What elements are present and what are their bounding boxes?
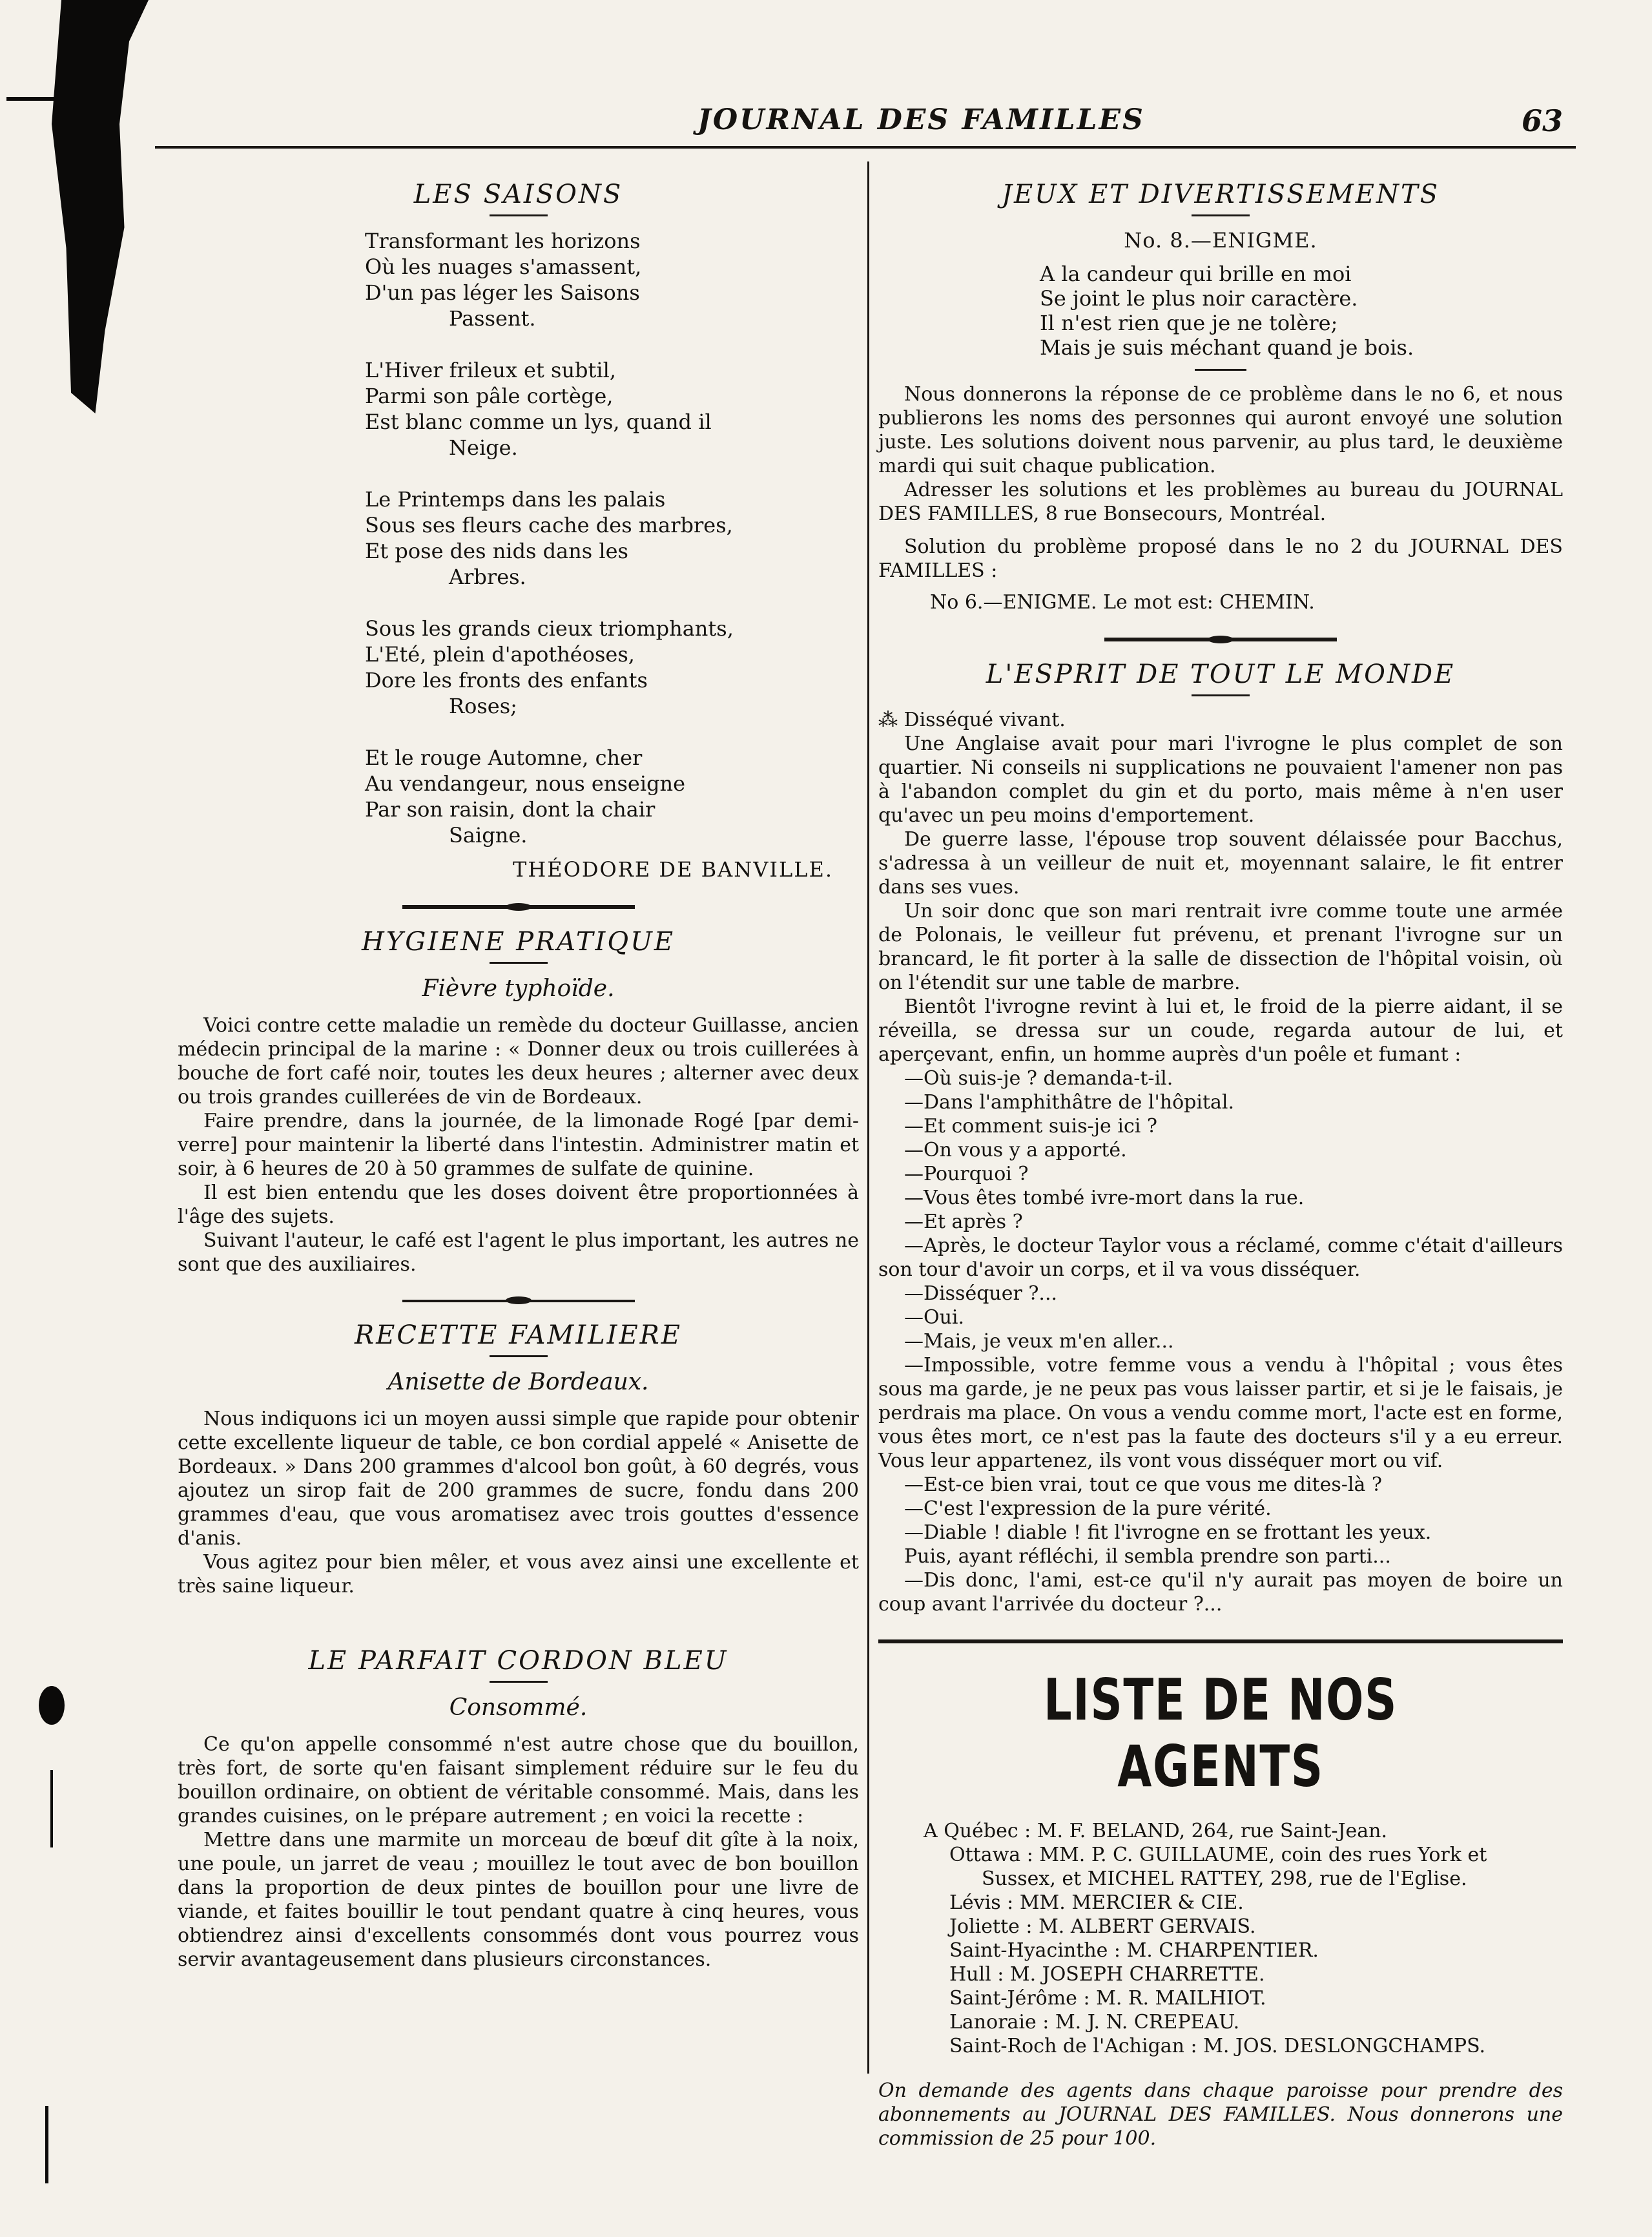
poem-line: Sous ses fleurs cache des marbres, <box>365 513 733 537</box>
poem-line: Dore les fronts des enfants <box>365 668 648 692</box>
poem-line: Transformant les horizons <box>365 229 641 253</box>
agent-row <box>924 1843 1563 1867</box>
enigma-line: Se joint le plus noir caractère. <box>1040 286 1358 311</box>
page-number: 63 <box>1521 103 1563 138</box>
spacer <box>178 1598 859 1628</box>
agent-city: Ottawa : <box>949 1844 1033 1866</box>
agent-row <box>924 1939 1563 1962</box>
section-title: RECETTE FAMILIERE <box>355 1320 682 1350</box>
dialog-line: —Oui. <box>904 1306 965 1329</box>
dialog-line: —Est-ce bien vrai, tout ce que vous me dites-là ? <box>904 1473 1383 1496</box>
poem-line: Au vendangeur, nous enseigne <box>365 771 686 796</box>
agent-names: M. ALBERT GERVAIS. <box>1038 1915 1256 1938</box>
journal-title: JOURNAL DES FAMILLES <box>697 103 1145 136</box>
agent-names: M. CHARPENTIER. <box>1126 1939 1319 1962</box>
poem-line: Passent. <box>449 306 536 331</box>
enigma-title: No. 8.—ENIGME. <box>1124 228 1317 253</box>
paragraph: Vous agitez pour bien mêler, et vous avez ainsi une excellente et très saine liqueur. <box>178 1551 859 1597</box>
dialog-line: —Diable ! diable ! fit l'ivrogne en se frottant les yeux. <box>904 1521 1432 1544</box>
section-ornament <box>1104 638 1337 641</box>
dialog-line: —Disséquer ?... <box>904 1282 1058 1305</box>
poem-line: Roses; <box>449 694 517 718</box>
title-rule <box>490 962 548 964</box>
agents-list <box>924 1819 1563 2058</box>
dialog-line: —Dis donc, l'ami, est-ce qu'il n'y aurait pas moyen de boire un coup avant l'arrivée du docteur ?... <box>878 1569 1563 1616</box>
paragraph: De guerre lasse, l'épouse trop souvent délaissée pour Bacchus, s'adressa à un veilleur de nuit et, moyennant salaire, le fit entrer dans ses vues. <box>878 828 1563 899</box>
poem-line: Sous les grands cieux triomphants, <box>365 616 734 641</box>
margin-mark <box>50 1770 53 1847</box>
article-body <box>878 382 1563 614</box>
enigma-line: Mais je suis méchant quand je bois. <box>1040 335 1414 360</box>
dialog-line: —Après, le docteur Taylor vous a réclamé, comme c'était d'ailleurs son tour d'avoir un corps, et il va vous disséquer. <box>878 1234 1563 1281</box>
agent-city: Saint-Hyacinthe : <box>949 1939 1121 1962</box>
paragraph: Un soir donc que son mari rentrait ivre comme toute une armée de Polonais, le veilleur fut prévenu, et prenant l'ivrogne sur un brancard, le fit porter à la salle de dissection de l'hôpital voisin, où on l'étendit sur une table de marbre. <box>878 900 1563 994</box>
paragraph: Solution du problème proposé dans le no 2 du JOURNAL DES FAMILLES : <box>878 536 1563 582</box>
paragraph: Adresser les solutions et les problèmes au bureau du JOURNAL DES FAMILLES, 8 rue Bonsecours, Montréal. <box>878 479 1563 525</box>
dialog-line: —Vous êtes tombé ivre-mort dans la rue. <box>904 1187 1305 1209</box>
dialog-line: Puis, ayant réfléchi, il sembla prendre son parti... <box>904 1545 1391 1568</box>
poem-line: L'Eté, plein d'apothéoses, <box>365 642 635 667</box>
enigma-line: A la candeur qui brille en moi <box>1040 262 1352 286</box>
esprit-section <box>878 660 1563 1616</box>
article-body <box>178 1407 859 1598</box>
enigma-verse <box>1040 262 1563 360</box>
poem-line: Et pose des nids dans les <box>365 539 628 563</box>
agent-row <box>924 1891 1563 1915</box>
section-rule <box>878 1639 1563 1643</box>
title-rule <box>490 1355 548 1357</box>
agent-row <box>924 1986 1563 2010</box>
section-title: JEUX ET DIVERTISSEMENTS <box>1001 180 1440 209</box>
margin-mark <box>45 2106 48 2183</box>
agent-names: M. R. MAILHIOT. <box>1096 1987 1266 2010</box>
agents-heading: LISTE DE NOS AGENTS <box>1043 1667 1398 1800</box>
story-heading: ⁂ Disséqué vivant. <box>878 709 1066 731</box>
ink-blot-decoration <box>52 0 149 413</box>
paragraph: Faire prendre, dans la journée, de la limonade Rogé [par demi-verre] pour maintenir la liberté dans l'intestin. Administrer matin et soir, à 6 heures de 20 à 50 grammes de sulfate de quinine. <box>178 1110 859 1180</box>
dialog-line: —Dans l'amphithâtre de l'hôpital. <box>904 1091 1235 1114</box>
article-body <box>178 1732 859 1972</box>
poem-stanza <box>365 745 859 848</box>
agent-row <box>924 1819 1563 1843</box>
enigma-solution: No 6.—ENIGME. Le mot est: CHEMIN. <box>930 591 1315 614</box>
dialog-line: —Mais, je veux m'en aller... <box>904 1330 1174 1353</box>
paragraph: Une Anglaise avait pour mari l'ivrogne le plus complet de son quartier. Ni conseils ni supplications ne pouvaient l'amener non pas à l'abandon complet du gin et du porto, mais même à n'en user qu'avec un peu moins d'emportement. <box>878 733 1563 827</box>
agent-row <box>924 2034 1563 2058</box>
dialog-line: —Où suis-je ? demanda-t-il. <box>904 1067 1173 1090</box>
paragraph: Voici contre cette maladie un remède du docteur Guillasse, ancien médecin principal de la marine : « Donner deux ou trois cuillerées à bouche de fort café noir, toutes les deux heures ; alterner avec deux ou trois grandes cuillerées de vin de Bordeaux. <box>178 1014 859 1108</box>
agents-section <box>878 1667 1563 2150</box>
dialog-line: —C'est l'expression de la pure vérité. <box>904 1497 1272 1520</box>
poem-line: D'un pas léger les Saisons <box>365 280 640 305</box>
section-title: HYGIENE PRATIQUE <box>361 927 676 957</box>
title-rule <box>490 1681 548 1683</box>
poem <box>365 228 859 848</box>
agent-city: Lévis : <box>949 1891 1014 1914</box>
divider-rule <box>1195 369 1246 371</box>
poem-line: Neige. <box>449 435 518 460</box>
agent-city: Hull : <box>949 1963 1004 1986</box>
poem-line: L'Hiver frileux et subtil, <box>365 358 617 382</box>
agent-names: Sussex, et MICHEL RATTEY, 298, rue de l'Eglise. <box>982 1868 1467 1890</box>
dialog-line: —Et comment suis-je ici ? <box>904 1115 1157 1138</box>
margin-mark <box>39 1686 65 1725</box>
poem-line: Et le rouge Automne, cher <box>365 745 643 770</box>
paragraph: Nous donnerons la réponse de ce problème dans le no 6, et nous publierons les noms des personnes qui auront envoyé une solution juste. Les solutions doivent nous parvenir, au plus tard, le deuxième mardi qui suit chaque publication. <box>878 383 1563 477</box>
agent-names: M. JOSEPH CHARRETTE. <box>1009 1963 1265 1986</box>
title-rule <box>1192 694 1250 696</box>
agent-city: A Québec : <box>924 1820 1031 1842</box>
paragraph: Bientôt l'ivrogne revint à lui et, le froid de la pierre aidant, il se réveilla, se dressa sur un coude, regarda autour de lui, et aperçevant, enfin, un homme auprès d'un poêle et fumant : <box>878 995 1563 1066</box>
paragraph: Il est bien entendu que les doses doivent être proportionnées à l'âge des sujets. <box>178 1181 859 1228</box>
section-title: L'ESPRIT DE TOUT LE MONDE <box>986 660 1456 689</box>
poem-line: Parmi son pâle cortège, <box>365 384 614 408</box>
dialog-line: —On vous y a apporté. <box>904 1139 1127 1161</box>
agent-row <box>924 1867 1563 1891</box>
right-column <box>878 161 1563 2150</box>
paragraph: Nous indiquons ici un moyen aussi simple que rapide pour obtenir cette excellente liqueur de table, ce bon cordial appelé « Anisette de Bordeaux. » Dans 200 grammes d'alcool bon goût, à 60 degrés, vous ajoutez un sirop fait de 200 grammes de sucre, fondu dans 200 grammes d'eau, que vous aromatisez avec trois gouttes d'essence d'anis. <box>178 1408 859 1550</box>
left-column <box>178 161 859 1972</box>
section-ornament <box>402 1300 635 1302</box>
paragraph: Suivant l'auteur, le café est l'agent le plus important, les autres ne sont que des auxiliaires. <box>178 1229 859 1276</box>
poem-stanza <box>365 486 859 590</box>
agent-row <box>924 1962 1563 1986</box>
poem-line: Est blanc comme un lys, quand il <box>365 410 712 434</box>
poem-stanza <box>365 616 859 719</box>
agent-names: MM. MERCIER & CIE. <box>1019 1891 1244 1914</box>
header-rule <box>155 146 1576 149</box>
poem-line: Arbres. <box>449 565 526 589</box>
title-rule <box>1192 214 1250 216</box>
agent-names: MM. P. C. GUILLAUME, coin des rues York et <box>1039 1844 1487 1866</box>
cordon-bleu-section <box>178 1646 859 1972</box>
poem-author: THÉODORE DE BANVILLE. <box>513 857 833 882</box>
poem-stanza <box>365 228 859 331</box>
title-rule <box>490 214 548 216</box>
poem-line: Le Printemps dans les palais <box>365 487 666 512</box>
article-body <box>178 1014 859 1276</box>
paragraph: Ce qu'on appelle consommé n'est autre chose que du bouillon, très fort, de sorte qu'en faisant simplement réduire sur le feu du bouillon ordinaire, on obtient de véritable consommé. Mais, dans les grandes cuisines, on le prépare autrement ; en voici la recette : <box>178 1733 859 1827</box>
saisons-section <box>178 180 859 882</box>
article-body <box>878 708 1563 1066</box>
running-header <box>155 97 1576 149</box>
agent-city: Lanoraie : <box>949 2011 1049 2034</box>
column-divider <box>867 161 869 2074</box>
agent-names: M. F. BELAND, 264, rue Saint-Jean. <box>1037 1820 1388 1842</box>
poem-line: Saigne. <box>449 823 528 848</box>
agent-names: M. JOS. DESLONGCHAMPS. <box>1203 2035 1486 2057</box>
agent-names: M. J. N. CREPEAU. <box>1055 2011 1240 2034</box>
recette-section <box>178 1320 859 1598</box>
dialog-line: —Pourquoi ? <box>904 1163 1029 1185</box>
dialog-line: —Impossible, votre femme vous a vendu à l'hôpital ; vous êtes sous ma garde, je ne peux pas vous laisser partir, et si je le faisais, je perdrais ma place. On vous a vendu comme mort, l'acte est en forme, vous êtes mort, ce n'est pas la faute des docteurs s'il y a eu erreur. Vous leur appartenez, ils vont vous disséquer mort ou vif. <box>878 1354 1563 1472</box>
dialog-line: —Et après ? <box>904 1211 1023 1233</box>
section-subtitle: Consommé. <box>449 1694 588 1721</box>
agent-row <box>924 2010 1563 2034</box>
agent-row <box>924 1915 1563 1939</box>
jeux-section <box>878 180 1563 614</box>
section-subtitle: Anisette de Bordeaux. <box>387 1369 649 1395</box>
section-title: LE PARFAIT CORDON BLEU <box>308 1646 728 1676</box>
poem-line: Où les nuages s'amassent, <box>365 255 642 279</box>
enigma-line: Il n'est rien que je ne tolère; <box>1040 311 1338 335</box>
poem-stanza <box>365 357 859 461</box>
margin-mark <box>6 97 77 101</box>
section-ornament <box>402 905 635 909</box>
dialog <box>878 1066 1563 1616</box>
poem-line: Par son raisin, dont la chair <box>365 797 656 822</box>
agents-note: On demande des agents dans chaque paroisse pour prendre des abonnements au JOURNAL DES FAMILLES. Nous donnerons une commission de 25 pour 100. <box>878 2079 1563 2150</box>
section-title: LES SAISONS <box>413 180 623 209</box>
agent-city: Saint-Roch de l'Achigan : <box>949 2035 1197 2057</box>
agent-city: Saint-Jérôme : <box>949 1987 1090 2010</box>
paragraph: Mettre dans une marmite un morceau de bœuf dit gîte à la noix, une poule, un jarret de veau ; mouillez le tout avec de bon bouillon dans la proportion de deux pintes de bouillon pour une livre de viande, et faites bouillir le tout pendant quatre à cinq heures, vous obtiendrez ainsi d'excellents consommés dont vous pourrez vous servir avantageusement dans plusieurs circonstances. <box>178 1829 859 1971</box>
section-subtitle: Fièvre typhoïde. <box>422 975 615 1002</box>
agent-city: Joliette : <box>949 1915 1033 1938</box>
hygiene-section <box>178 927 859 1276</box>
